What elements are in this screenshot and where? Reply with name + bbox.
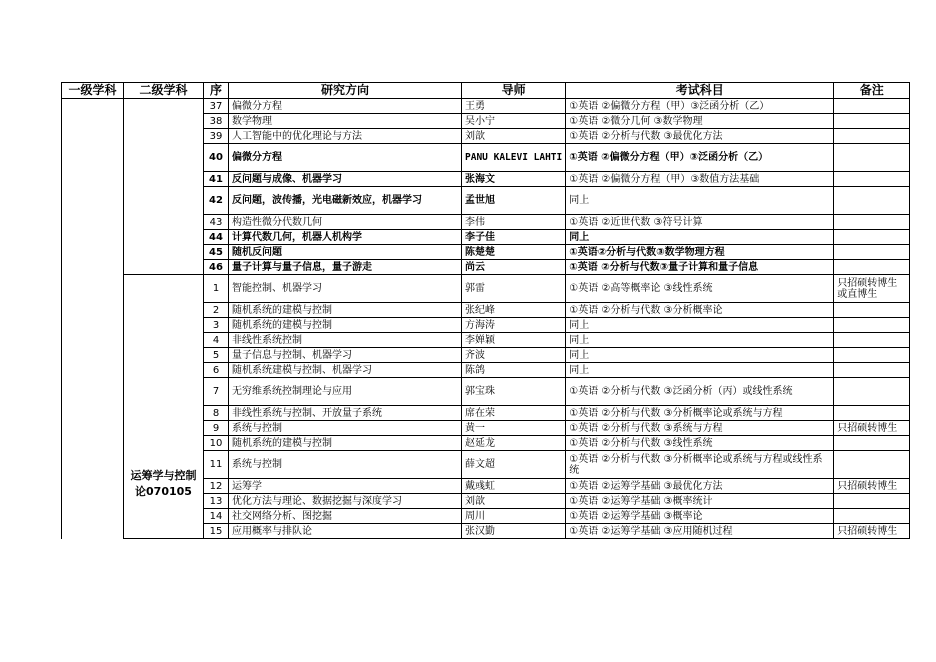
seq-cell: 6: [204, 363, 229, 378]
exam-cell: 同上: [566, 348, 834, 363]
exam-cell: ①英语 ②偏微分方程（甲）③泛函分析（乙）: [566, 99, 834, 114]
direction-cell: 优化方法与理论、数据挖掘与深度学习: [229, 494, 462, 509]
seq-cell: 3: [204, 318, 229, 333]
seq-cell: 40: [204, 144, 229, 172]
seq-cell: 41: [204, 172, 229, 187]
exam-cell: ①英语 ②近世代数 ③符号计算: [566, 215, 834, 230]
admissions-table: [61, 82, 910, 539]
exam-cell: ①英语 ②分析与代数 ③线性系统: [566, 436, 834, 451]
seq-cell: 42: [204, 187, 229, 215]
exam-cell: ①英语 ②分析与代数 ③分析概率论: [566, 303, 834, 318]
advisor-cell: 齐波: [462, 348, 566, 363]
seq-cell: 11: [204, 451, 229, 479]
header-row: [62, 83, 910, 99]
seq-cell: 37: [204, 99, 229, 114]
table-row: [62, 275, 910, 303]
note-cell: [834, 99, 910, 114]
direction-cell: 应用概率与排队论: [229, 524, 462, 539]
advisor-cell: 赵延龙: [462, 436, 566, 451]
second-discipline-cell: 运筹学与控制论070105: [124, 275, 204, 539]
seq-cell: 14: [204, 509, 229, 524]
seq-cell: 2: [204, 303, 229, 318]
exam-cell: ①英语 ②运筹学基础 ③概率统计: [566, 494, 834, 509]
direction-cell: 社交网络分析、图挖掘: [229, 509, 462, 524]
exam-cell: ①英语 ②分析与代数 ③系统与方程: [566, 421, 834, 436]
header-seq: 序: [204, 83, 229, 99]
note-cell: [834, 348, 910, 363]
direction-cell: 随机系统的建模与控制: [229, 318, 462, 333]
note-cell: [834, 303, 910, 318]
seq-cell: 44: [204, 230, 229, 245]
direction-cell: 反问题与成像、机器学习: [229, 172, 462, 187]
advisor-cell: 薛文超: [462, 451, 566, 479]
advisor-cell: 张海文: [462, 172, 566, 187]
direction-cell: 智能控制、机器学习: [229, 275, 462, 303]
direction-cell: 随机系统建模与控制、机器学习: [229, 363, 462, 378]
direction-cell: 无穷维系统控制理论与应用: [229, 378, 462, 406]
note-cell: [834, 494, 910, 509]
note-cell: [834, 260, 910, 275]
advisor-cell: 李婵颖: [462, 333, 566, 348]
exam-cell: ①英语 ②运筹学基础 ③概率论: [566, 509, 834, 524]
seq-cell: 9: [204, 421, 229, 436]
note-cell: [834, 363, 910, 378]
note-cell: [834, 378, 910, 406]
exam-cell: ①英语 ②分析与代数 ③最优化方法: [566, 129, 834, 144]
exam-cell: ①英语 ②分析与代数 ③泛函分析（丙）或线性系统: [566, 378, 834, 406]
note-cell: 只招硕转博生: [834, 479, 910, 494]
note-cell: [834, 406, 910, 421]
note-cell: [834, 451, 910, 479]
advisor-cell: 刘歆: [462, 494, 566, 509]
seq-cell: 4: [204, 333, 229, 348]
advisor-cell: 陈楚楚: [462, 245, 566, 260]
advisor-cell: 李伟: [462, 215, 566, 230]
advisor-cell: 刘歆: [462, 129, 566, 144]
direction-cell: 反问题，波传播，光电磁新效应，机器学习: [229, 187, 462, 215]
advisor-cell: 陈鸽: [462, 363, 566, 378]
seq-cell: 15: [204, 524, 229, 539]
exam-cell: ①英语 ②高等概率论 ③线性系统: [566, 275, 834, 303]
exam-cell: ①英语 ②分析与代数③量子计算和量子信息: [566, 260, 834, 275]
exam-cell: ①英语 ②运筹学基础 ③最优化方法: [566, 479, 834, 494]
note-cell: 只招硕转博生: [834, 421, 910, 436]
note-cell: [834, 333, 910, 348]
header-first-discipline: 一级学科: [62, 83, 124, 99]
direction-cell: 随机反问题: [229, 245, 462, 260]
seq-cell: 43: [204, 215, 229, 230]
advisor-cell: 周川: [462, 509, 566, 524]
advisor-cell: 王勇: [462, 99, 566, 114]
direction-cell: 量子信息与控制、机器学习: [229, 348, 462, 363]
direction-cell: 系统与控制: [229, 451, 462, 479]
direction-cell: 运筹学: [229, 479, 462, 494]
exam-cell: ①英语 ②偏微分方程（甲）③泛函分析（乙）: [566, 144, 834, 172]
seq-cell: 38: [204, 114, 229, 129]
second-discipline-cell-blank: [124, 99, 204, 275]
note-cell: [834, 245, 910, 260]
first-discipline-cell: [62, 99, 124, 539]
advisor-cell: PANU KALEVI LAHTI: [462, 144, 566, 172]
direction-cell: 系统与控制: [229, 421, 462, 436]
exam-cell: ①英语 ②偏微分方程（甲）③数值方法基础: [566, 172, 834, 187]
seq-cell: 39: [204, 129, 229, 144]
seq-cell: 45: [204, 245, 229, 260]
header-notes: 备注: [834, 83, 910, 99]
advisor-cell: 郭雷: [462, 275, 566, 303]
header-research-direction: 研究方向: [229, 83, 462, 99]
table-body: [62, 99, 910, 539]
header-second-discipline: 二级学科: [124, 83, 204, 99]
seq-cell: 5: [204, 348, 229, 363]
seq-cell: 13: [204, 494, 229, 509]
advisor-cell: 吴小宁: [462, 114, 566, 129]
direction-cell: 人工智能中的优化理论与方法: [229, 129, 462, 144]
note-cell: 只招硕转博生: [834, 524, 910, 539]
note-cell: [834, 144, 910, 172]
direction-cell: 偏微分方程: [229, 144, 462, 172]
advisor-cell: 张纪峰: [462, 303, 566, 318]
direction-cell: 非线性系统控制: [229, 333, 462, 348]
note-cell: [834, 114, 910, 129]
seq-cell: 12: [204, 479, 229, 494]
note-cell: [834, 318, 910, 333]
note-cell: [834, 509, 910, 524]
direction-cell: 计算代数几何，机器人机构学: [229, 230, 462, 245]
advisor-cell: 方海涛: [462, 318, 566, 333]
exam-cell: 同上: [566, 333, 834, 348]
exam-cell: ①英语 ②运筹学基础 ③应用随机过程: [566, 524, 834, 539]
advisor-cell: 郭宝珠: [462, 378, 566, 406]
advisor-cell: 戴彧虹: [462, 479, 566, 494]
direction-cell: 随机系统的建模与控制: [229, 436, 462, 451]
note-cell: [834, 215, 910, 230]
exam-cell: 同上: [566, 318, 834, 333]
advisor-cell: 席在荣: [462, 406, 566, 421]
exam-cell: ①英语 ②分析与代数 ③分析概率论或系统与方程或线性系统: [566, 451, 834, 479]
advisor-cell: 尚云: [462, 260, 566, 275]
direction-cell: 构造性微分代数几何: [229, 215, 462, 230]
advisor-cell: 黄一: [462, 421, 566, 436]
exam-cell: ①英语 ②分析与代数 ③分析概率论或系统与方程: [566, 406, 834, 421]
note-cell: [834, 187, 910, 215]
advisor-cell: 张汉勤: [462, 524, 566, 539]
direction-cell: 随机系统的建模与控制: [229, 303, 462, 318]
header-advisor: 导师: [462, 83, 566, 99]
seq-cell: 8: [204, 406, 229, 421]
header-exam-subjects: 考试科目: [566, 83, 834, 99]
note-cell: [834, 172, 910, 187]
note-cell: 只招硕转博生或直博生: [834, 275, 910, 303]
note-cell: [834, 129, 910, 144]
exam-cell: ①英语②分析与代数③数学物理方程: [566, 245, 834, 260]
seq-cell: 10: [204, 436, 229, 451]
table-row: [62, 99, 910, 114]
exam-cell: 同上: [566, 187, 834, 215]
exam-cell: ①英语 ②微分几何 ③数学物理: [566, 114, 834, 129]
seq-cell: 1: [204, 275, 229, 303]
advisor-cell: 孟世旭: [462, 187, 566, 215]
note-cell: [834, 436, 910, 451]
direction-cell: 非线性系统与控制、开放量子系统: [229, 406, 462, 421]
exam-cell: 同上: [566, 363, 834, 378]
direction-cell: 数学物理: [229, 114, 462, 129]
direction-cell: 偏微分方程: [229, 99, 462, 114]
advisor-cell: 李子佳: [462, 230, 566, 245]
seq-cell: 7: [204, 378, 229, 406]
exam-cell: 同上: [566, 230, 834, 245]
direction-cell: 量子计算与量子信息，量子游走: [229, 260, 462, 275]
note-cell: [834, 230, 910, 245]
seq-cell: 46: [204, 260, 229, 275]
